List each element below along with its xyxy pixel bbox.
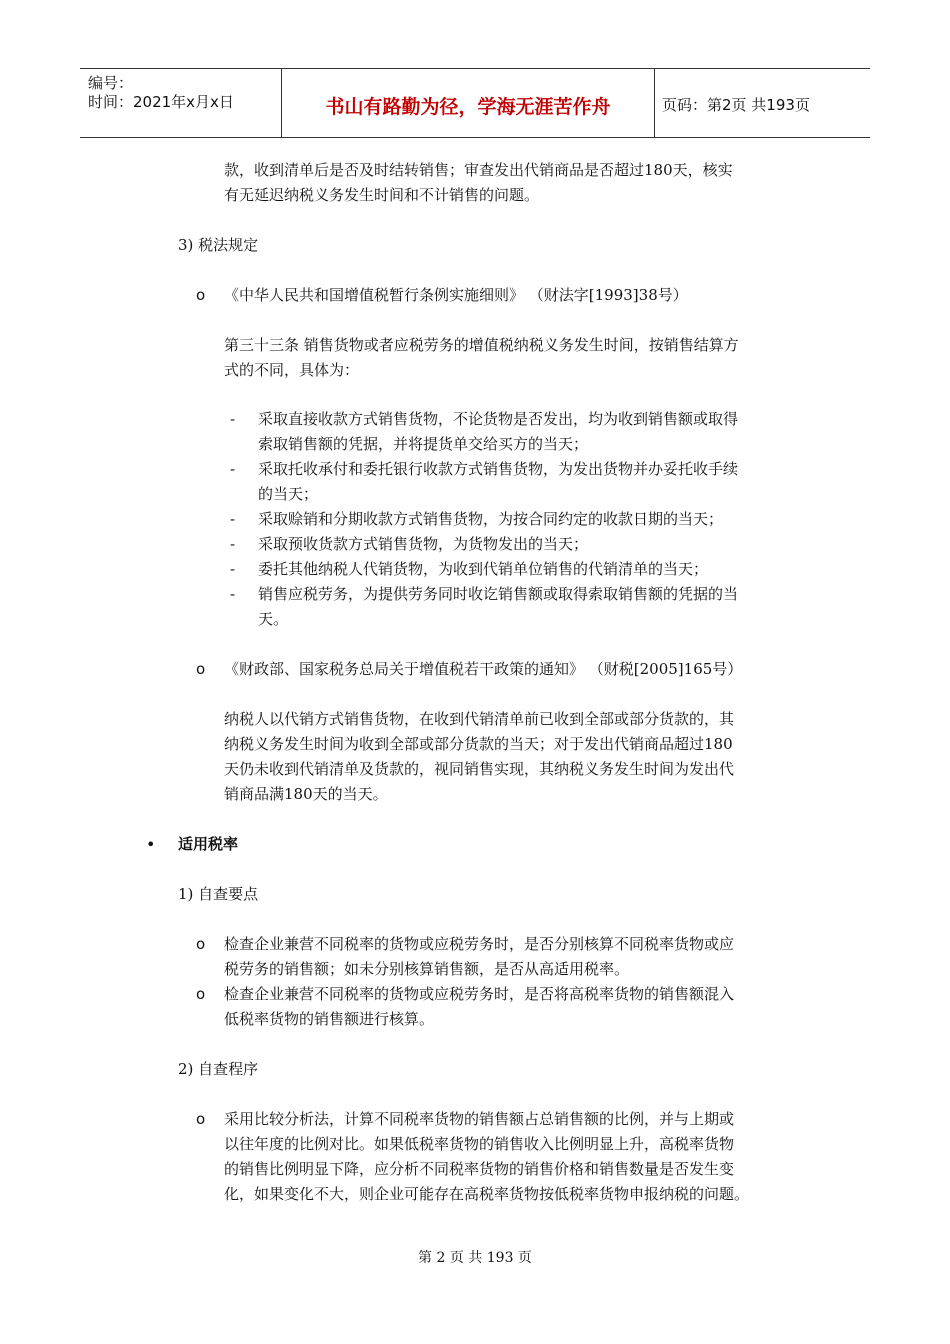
procedure-line: 化，如果变化不大，则企业可能存在高税率货物按低税率货物申报纳税的问题。	[224, 1185, 750, 1203]
law-2-line: 纳税人以代销方式销售货物，在收到代销清单前已收到全部或部分货款的，其	[224, 710, 735, 728]
dash-bullet: -	[230, 410, 236, 428]
circle-bullet: o	[196, 1110, 206, 1128]
dash-item-line: 的当天；	[258, 485, 319, 503]
dash-item-line: 采取赊销和分期收款方式销售货物，为按合同约定的收款日期的当天；	[258, 510, 724, 528]
dash-item-line: 天。	[258, 610, 289, 628]
page-footer: 第 2 页 共 193 页	[418, 1250, 532, 1266]
dot-bullet: •	[146, 835, 156, 854]
article-33-line: 式的不同，具体为：	[224, 361, 360, 379]
header-motto-cell	[281, 69, 655, 137]
doc-number-label: 编号：	[88, 74, 134, 92]
dash-item-line: 索取销售额的凭据，并将提货单交给买方的当天；	[258, 435, 589, 453]
rate-heading: 适用税率	[178, 835, 239, 853]
section-2-title: 2) 自查程序	[178, 1060, 259, 1078]
intro-line: 款，收到清单后是否及时结转销售；审查发出代销商品是否超过180天，核实	[224, 161, 733, 179]
procedure-line: 的销售比例明显下降，应分析不同税率货物的销售价格和销售数量是否发生变	[224, 1160, 735, 1178]
law-2-line: 纳税义务发生时间为收到全部或部分货款的当天；对于发出代销商品超过180	[224, 735, 733, 753]
check-item-line: 检查企业兼营不同税率的货物或应税劳务时，是否分别核算不同税率货物或应	[224, 935, 735, 953]
dash-item-line: 采取预收货款方式销售货物，为货物发出的当天；	[258, 535, 589, 553]
check-item-line: 检查企业兼营不同税率的货物或应税劳务时，是否将高税率货物的销售额混入	[224, 985, 735, 1003]
law-1-title: 《中华人民共和国增值税暂行条例实施细则》 （财法字[1993]38号）	[224, 286, 688, 304]
circle-bullet: o	[196, 935, 206, 953]
check-item-line: 低税率货物的销售额进行核算。	[224, 1010, 435, 1028]
check-item-line: 税劳务的销售额；如未分别核算销售额，是否从高适用税率。	[224, 960, 630, 978]
dash-bullet: -	[230, 560, 236, 578]
circle-bullet: o	[196, 660, 206, 678]
header-meta	[80, 69, 281, 137]
dash-bullet: -	[230, 510, 236, 528]
section-3-title: 3) 税法规定	[178, 236, 259, 254]
dash-item-line: 采取托收承付和委托银行收款方式销售货物，为发出货物并办妥托收手续	[258, 460, 739, 478]
circle-bullet: o	[196, 286, 206, 304]
header-page-cell	[654, 69, 870, 137]
doc-date-label: 时间：2021年x月x日	[88, 93, 234, 111]
dash-item-line: 委托其他纳税人代销货物，为收到代销单位销售的代销清单的当天；	[258, 560, 709, 578]
header-page-code: 页码：第2页 共193页	[662, 96, 810, 114]
dash-bullet: -	[230, 460, 236, 478]
law-2-line: 天仍未收到代销清单及货款的，视同销售实现，其纳税义务发生时间为发出代	[224, 760, 735, 778]
circle-bullet: o	[196, 985, 206, 1003]
dash-item-line: 采取直接收款方式销售货物，不论货物是否发出，均为收到销售额或取得	[258, 410, 739, 428]
dash-bullet: -	[230, 535, 236, 553]
section-1-title: 1) 自查要点	[178, 885, 259, 903]
article-33-line: 第三十三条 销售货物或者应税劳务的增值税纳税义务发生时间，按销售结算方	[224, 336, 739, 354]
dash-item-line: 销售应税劳务，为提供劳务同时收讫销售额或取得索取销售额的凭据的当	[258, 585, 739, 603]
procedure-line: 以往年度的比例对比。如果低税率货物的销售收入比例明显上升，高税率货物	[224, 1135, 735, 1153]
procedure-line: 采用比较分析法，计算不同税率货物的销售额占总销售额的比例，并与上期或	[224, 1110, 735, 1128]
law-2-line: 销商品满180天的当天。	[224, 785, 388, 803]
header-motto: 书山有路勤为径，学海无涯苦作舟	[325, 96, 611, 118]
intro-line: 有无延迟纳税义务发生时间和不计销售的问题。	[224, 186, 540, 204]
law-2-title: 《财政部、国家税务总局关于增值税若干政策的通知》 （财税[2005]165号）	[224, 660, 743, 678]
dash-bullet: -	[230, 585, 236, 603]
page-header	[80, 68, 870, 138]
